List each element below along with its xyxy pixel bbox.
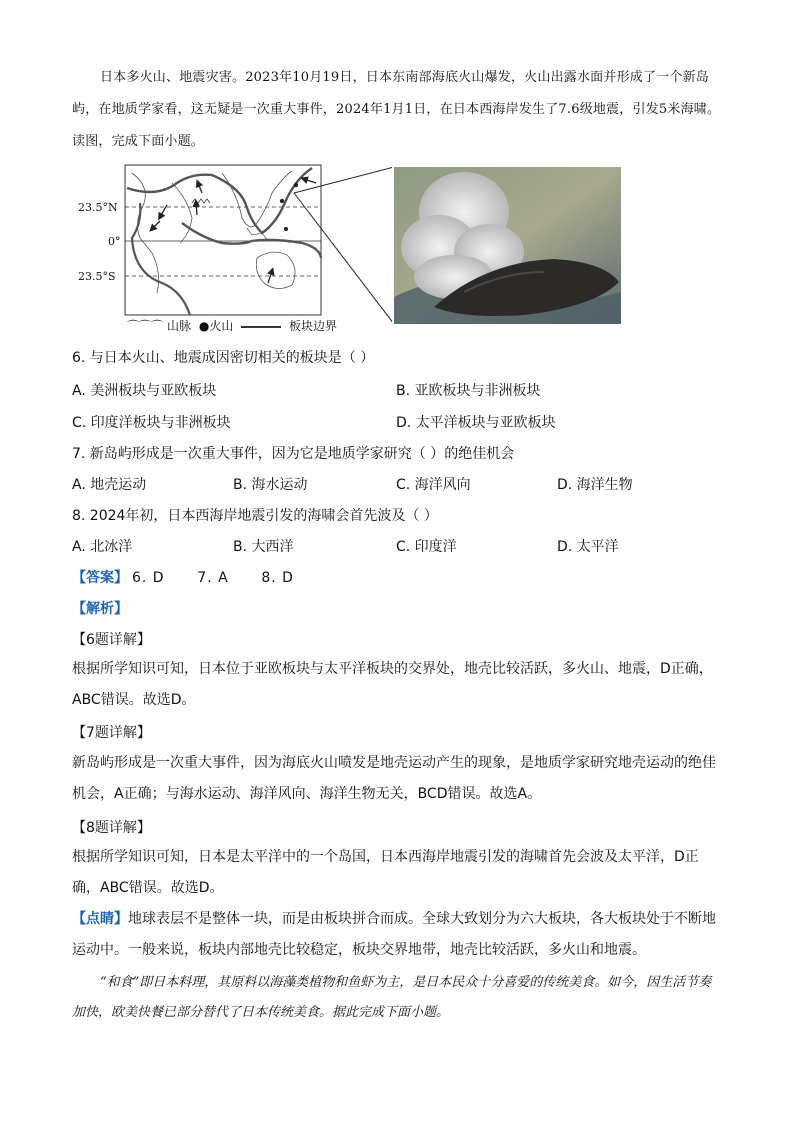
q8-option-c: C. 印度洋 (396, 539, 457, 555)
volcano-photo (394, 167, 621, 324)
q7-option-c: C. 海洋风向 (396, 477, 471, 493)
tip-text: 地球表层不是整体一块，而是由板块拼合而成。全球大致划分为六大板块，各大板块处于不断地运动中。一般来说，板块内部地壳比较稳定，板块交界地带，地壳比较活跃，多火山和地震。 (72, 911, 716, 958)
mountain-legend-icon: ⌒⌒⌒ (127, 319, 164, 333)
question-7-stem: 7. 新岛屿形成是一次重大事件，因为它是地质学家研究（ ）的绝佳机会 (72, 446, 515, 462)
q6-option-b: B. 亚欧板块与非洲板块 (396, 383, 541, 399)
q6-detail-title: 【6题详解】 (72, 632, 151, 648)
answer-label: 【答案】 (72, 570, 128, 586)
q6-option-d: D. 太平洋板块与亚欧板块 (396, 415, 556, 431)
tip-label: 【点睛】 (72, 911, 128, 927)
legend-volcano: ●火山 (198, 319, 234, 333)
plate-map (72, 163, 392, 341)
analysis-label: 【解析】 (72, 601, 128, 617)
question-6-stem: 6. 与日本火山、地震成因密切相关的板块是（ ） (72, 350, 375, 366)
legend-mountain: 山脉 (167, 319, 192, 333)
next-passage: “和食”即日本料理，其原料以海藻类植物和鱼虾为主，是日本民众十分喜爱的传统美食。如今，因生活节奏加快，欧美快餐已部分替代了日本传统美食。据此完成下面小题。 (72, 975, 712, 1020)
q7-detail-title: 【7题详解】 (72, 725, 151, 741)
q8-option-b: B. 大西洋 (233, 539, 294, 555)
question-8-stem: 8. 2024年初，日本西海岸地震引发的海啸会首先波及（ ） (72, 508, 438, 524)
q7-option-d: D. 海洋生物 (557, 477, 633, 493)
boundary-legend-icon (241, 326, 281, 328)
tip-paragraph (72, 904, 722, 966)
q7-option-a: A. 地壳运动 (72, 477, 147, 493)
q7-detail-text: 新岛屿形成是一次重大事件，因为海底火山喷发是地壳运动产生的现象，是地质学家研究地壳运动的绝佳机会，A正确；与海水运动、海洋风向、海洋生物无关，BCD错误。故选A。 (72, 755, 716, 802)
answer-line (72, 567, 294, 587)
lat-label-south: 23.5°S (78, 270, 116, 283)
map-legend (127, 317, 341, 334)
q8-option-a: A. 北冰洋 (72, 539, 133, 555)
q8-option-d: D. 太平洋 (557, 539, 619, 555)
q8-detail-text: 根据所学知识可知，日本是太平洋中的一个岛国，日本西海岸地震引发的海啸首先会波及太平洋，D正确，ABC错误。故选D。 (72, 849, 699, 896)
lat-label-equator: 0° (108, 235, 121, 248)
intro-passage: 日本多火山、地震灾害。2023年10月19日，日本东南部海底火山爆发，火山出露水面并形成了一个新岛屿，在地质学家看，这无疑是一次重大事件，2024年1月1日，在日本西海岸发生了7.6级地震，引发5米海啸。读图，完成下面小题。 (72, 70, 721, 149)
q6-detail-text: 根据所学知识可知，日本位于亚欧板块与太平洋板块的交界处，地壳比较活跃，多火山、地震，D正确，ABC错误。故选D。 (72, 661, 713, 708)
legend-boundary: 板块边界 (289, 319, 338, 333)
lat-label-north: 23.5°N (78, 201, 118, 214)
q8-detail-title: 【8题详解】 (72, 820, 151, 836)
figure-area (72, 163, 632, 341)
answer-values: 6. D 7. A 8. D (132, 570, 294, 586)
q7-option-b: B. 海水运动 (233, 477, 308, 493)
q6-option-c: C. 印度洋板块与非洲板块 (72, 415, 231, 431)
q6-option-a: A. 美洲板块与亚欧板块 (72, 383, 217, 399)
